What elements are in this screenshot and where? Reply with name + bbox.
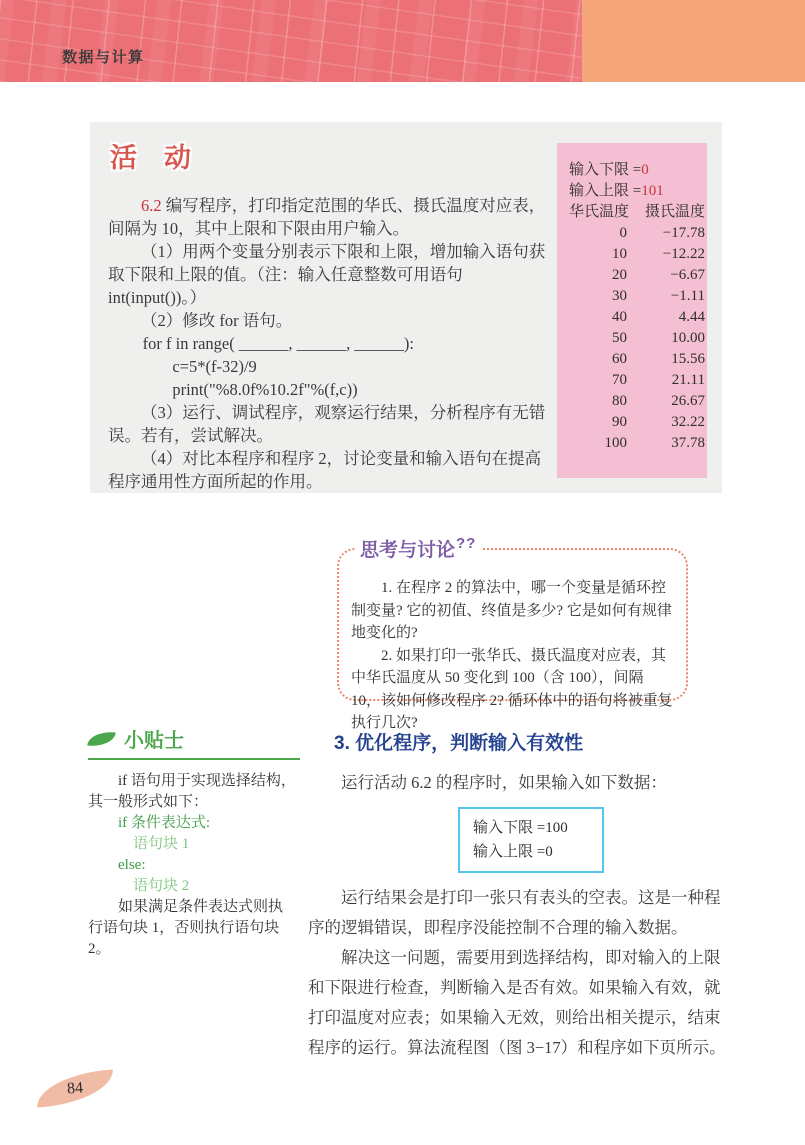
table-cell: 60 [612,351,627,367]
question-marks-icon: ?? [456,535,477,552]
tips-panel [88,724,296,960]
section-paragraph-3: 解决这一问题，需要用到选择结构，即对输入的上限和下限进行检查，判断输入是否有效。如果输入有效，就打印温度对应表；如果输入无效，则给出相关提示，结束程序的运行。算法流程图（图 3−17）和程序如下页所示。 [308,948,726,1057]
activity-intro [108,194,550,240]
chapter-title: 数据与计算 [62,49,145,66]
discussion-title [355,535,481,562]
page-number-badge [35,1069,115,1107]
tips-code-block2: 语句块 2 [133,878,190,894]
tips-body [88,771,296,960]
section-3 [308,728,736,1063]
table-cell: −12.22 [662,246,705,262]
table-cell: 30 [612,288,627,304]
table-cell: 90 [612,414,627,430]
sample-lower-value: 100 [545,820,568,836]
code-line-for: for f in range( ______, ______, ______): [142,334,414,353]
tips-code-if: if 条件表达式: [118,815,211,831]
table-cell: 80 [612,393,627,409]
discussion-body [339,550,686,735]
table-cell: −17.78 [662,225,705,241]
table-cell: 26.67 [671,393,705,409]
activity-step-1: （1）用两个变量分别表示下限和上限，增加输入语句获取下限和上限的值。（注：输入任意整数可用语句 int(input())。） [108,242,546,307]
activity-step-4: （4）对比本程序和程序 2，讨论变量和输入语句在提高程序通用性方面所起的作用。 [108,449,542,491]
table-cell: 70 [612,372,627,388]
code-line-c: c=5*(f-32)/9 [172,357,257,376]
table-cell: 100 [604,435,627,451]
section-paragraph-1: 运行活动 6.2 的程序时，如果输入如下数据： [341,773,667,792]
upper-limit-value: 101 [641,183,664,199]
table-cell: 10.00 [671,330,705,346]
discussion-item-2: 2. 如果打印一张华氏、摄氏温度对应表，其中华氏温度从 50 变化到 100（含 100），间隔 10，该如何修改程序 2? 循环体中的语句将被重复执行几次? [351,647,673,731]
col-header-celsius: 摄氏温度 [644,204,705,220]
temperature-table [569,202,707,454]
col-header-fahrenheit: 华氏温度 [569,204,630,220]
sample-lower-limit [473,816,602,840]
section-paragraph-2: 运行结果会是打印一张只有表头的空表。这是一种程序的逻辑错误，即程序没能控制不合理的输入数据。 [308,888,721,937]
activity-panel [90,122,722,493]
leaf-icon [87,729,116,748]
table-cell: 15.56 [671,351,705,367]
output-lower-limit [569,160,707,181]
discussion-title-text: 思考与讨论 [360,540,456,561]
tips-intro: if 语句用于实现选择结构，其一般形式如下： [88,773,296,810]
tips-code-block1: 语句块 1 [133,836,190,852]
sample-lower-label: 输入下限 = [473,820,546,836]
input-sample-box [458,807,604,873]
discussion-item-1: 1. 在程序 2 的算法中，哪一个变量是循环控制变量? 它的初值、终值是多少? 它是如何有规律地变化的? [351,580,672,641]
table-cell: −6.67 [670,267,705,283]
tips-explanation: 如果满足条件表达式则执行语句块 1，否则执行语句块 2。 [88,899,284,957]
activity-body [108,194,550,493]
page-number: 84 [66,1078,84,1098]
section-heading: 3. 优化程序，判断输入有效性 [334,733,584,754]
output-upper-limit [569,181,707,202]
table-cell: 4.44 [678,309,705,325]
lower-limit-label: 输入下限 = [569,162,642,178]
code-line-print: print("%8.0f%10.2f"%(f,c)) [172,380,358,399]
table-cell: 40 [612,309,627,325]
program-output-panel [557,143,707,478]
table-cell: 21.11 [671,372,705,388]
tips-header [88,724,300,760]
activity-intro-text: 编写程序，打印指定范围的华氏、摄氏温度对应表，间隔为 10，其中上限和下限由用户输入。 [108,196,546,238]
discussion-box [337,535,688,731]
tips-title: 小贴士 [124,730,184,752]
table-cell: 32.22 [671,414,705,430]
activity-step-2: （2）修改 for 语句。 [141,311,293,330]
activity-number: 6.2 [141,196,162,215]
activity-step-3: （3）运行、调试程序，观察运行结果，分析程序有无错误。若有，尝试解决。 [108,403,546,445]
sample-upper-limit [473,840,602,864]
header-orange-block [582,0,805,82]
table-cell: 0 [619,225,627,241]
activity-section-title: 活 动 [110,143,191,173]
table-cell: −1.11 [670,288,705,304]
tips-code-else: else: [118,857,146,873]
table-cell: 20 [612,267,627,283]
lower-limit-value: 0 [641,162,649,178]
upper-limit-label: 输入上限 = [569,183,642,199]
table-cell: 10 [612,246,627,262]
sample-upper-label: 输入上限 = [473,844,546,860]
table-cell: 37.78 [671,435,705,451]
table-cell: 50 [612,330,627,346]
sample-upper-value: 0 [545,844,553,860]
